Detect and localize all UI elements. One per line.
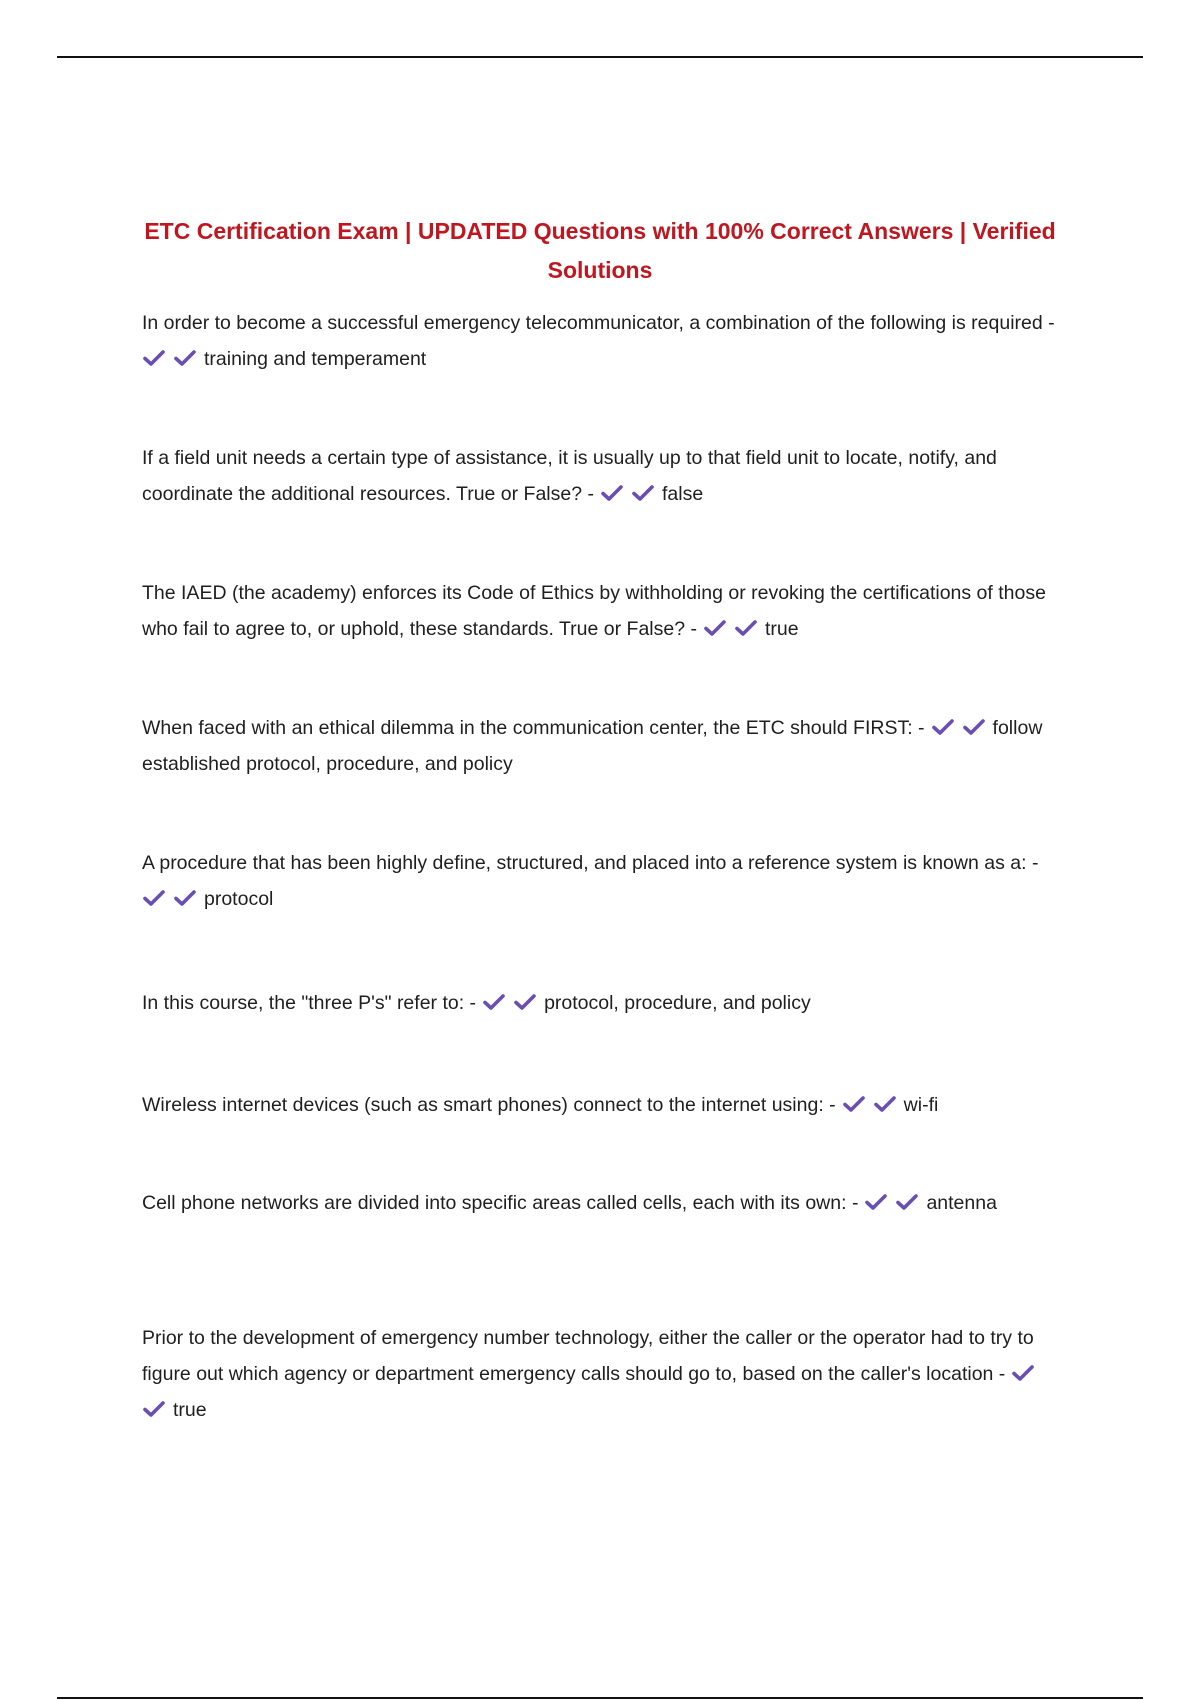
answer-separator: -: [993, 1363, 1006, 1385]
checkmark-icon: [482, 992, 506, 1012]
answer-text: training and temperament: [204, 348, 427, 370]
checkmark-icon: [173, 348, 197, 368]
answer-separator: -: [685, 618, 697, 640]
checkmark-icon: [173, 888, 197, 908]
checkmark-icon: [513, 992, 537, 1012]
checkmark-icon: [842, 1094, 866, 1114]
qa-item: [142, 440, 1072, 512]
checkmark-icon: [703, 618, 727, 638]
checkmark-icon: [142, 348, 166, 368]
checkmark-icon: [962, 717, 986, 737]
qa-item: [142, 1087, 1072, 1123]
top-divider: [57, 56, 1143, 58]
question-text: In order to become a successful emergency telecommunicator, a combination of the following is required: [142, 312, 1043, 334]
qa-item: [142, 305, 1072, 377]
checkmark-icon: [864, 1192, 888, 1212]
answer-separator: -: [846, 1192, 859, 1214]
checkmark-icon: [895, 1192, 919, 1212]
document-title: ETC Certification Exam | UPDATED Questions with 100% Correct Answers | Verified Solutions: [144, 218, 1056, 283]
answer-separator: -: [1042, 312, 1055, 334]
answer-separator: -: [582, 483, 595, 505]
answer-separator: -: [464, 992, 477, 1014]
question-text: Prior to the development of emergency number technology, either the caller or the operator had to try to figure out which agency or department emergency calls should go to, based on the caller's location: [142, 1327, 1034, 1385]
question-text: When faced with an ethical dilemma in the communication center, the ETC should FIRST:: [142, 717, 913, 739]
qa-item: [142, 710, 1072, 782]
qa-item: [142, 1320, 1072, 1428]
answer-text: protocol, procedure, and policy: [544, 992, 811, 1014]
bottom-divider: [57, 1697, 1143, 1699]
answer-separator: -: [823, 1094, 836, 1116]
answer-text: protocol: [204, 888, 274, 910]
question-text: A procedure that has been highly define, structured, and placed into a reference system is known as a:: [142, 852, 1027, 874]
checkmark-icon: [142, 1399, 166, 1419]
answer-separator: -: [1026, 852, 1039, 874]
question-text: Cell phone networks are divided into specific areas called cells, each with its own:: [142, 1192, 847, 1214]
answer-text: false: [662, 483, 704, 505]
answer-text: true: [765, 618, 799, 640]
answer-text: antenna: [926, 1192, 997, 1214]
qa-item: [142, 985, 1072, 1021]
checkmark-icon: [1011, 1363, 1035, 1383]
checkmark-icon: [600, 483, 624, 503]
question-text: If a field unit needs a certain type of assistance, it is usually up to that field unit to locate, notify, and coordinate the additional resources. True or False?: [142, 447, 997, 505]
qa-item: [142, 1185, 1072, 1221]
answer-text: true: [173, 1399, 207, 1421]
checkmark-icon: [873, 1094, 897, 1114]
checkmark-icon: [142, 888, 166, 908]
answer-text: wi-fi: [903, 1094, 939, 1116]
answer-text: follow established protocol, procedure, and policy: [142, 717, 1043, 775]
question-text: The IAED (the academy) enforces its Code of Ethics by withholding or revoking the certifications of those who fail to agree to, or uphold, these standards. True or False?: [142, 582, 1046, 640]
checkmark-icon: [931, 717, 955, 737]
answer-separator: -: [912, 717, 925, 739]
question-text: In this course, the "three P's" refer to:: [142, 992, 465, 1014]
question-text: Wireless internet devices (such as smart phones) connect to the internet using:: [142, 1094, 824, 1116]
checkmark-icon: [631, 483, 655, 503]
qa-item: [142, 575, 1072, 647]
checkmark-icon: [734, 618, 758, 638]
qa-item: [142, 845, 1072, 917]
